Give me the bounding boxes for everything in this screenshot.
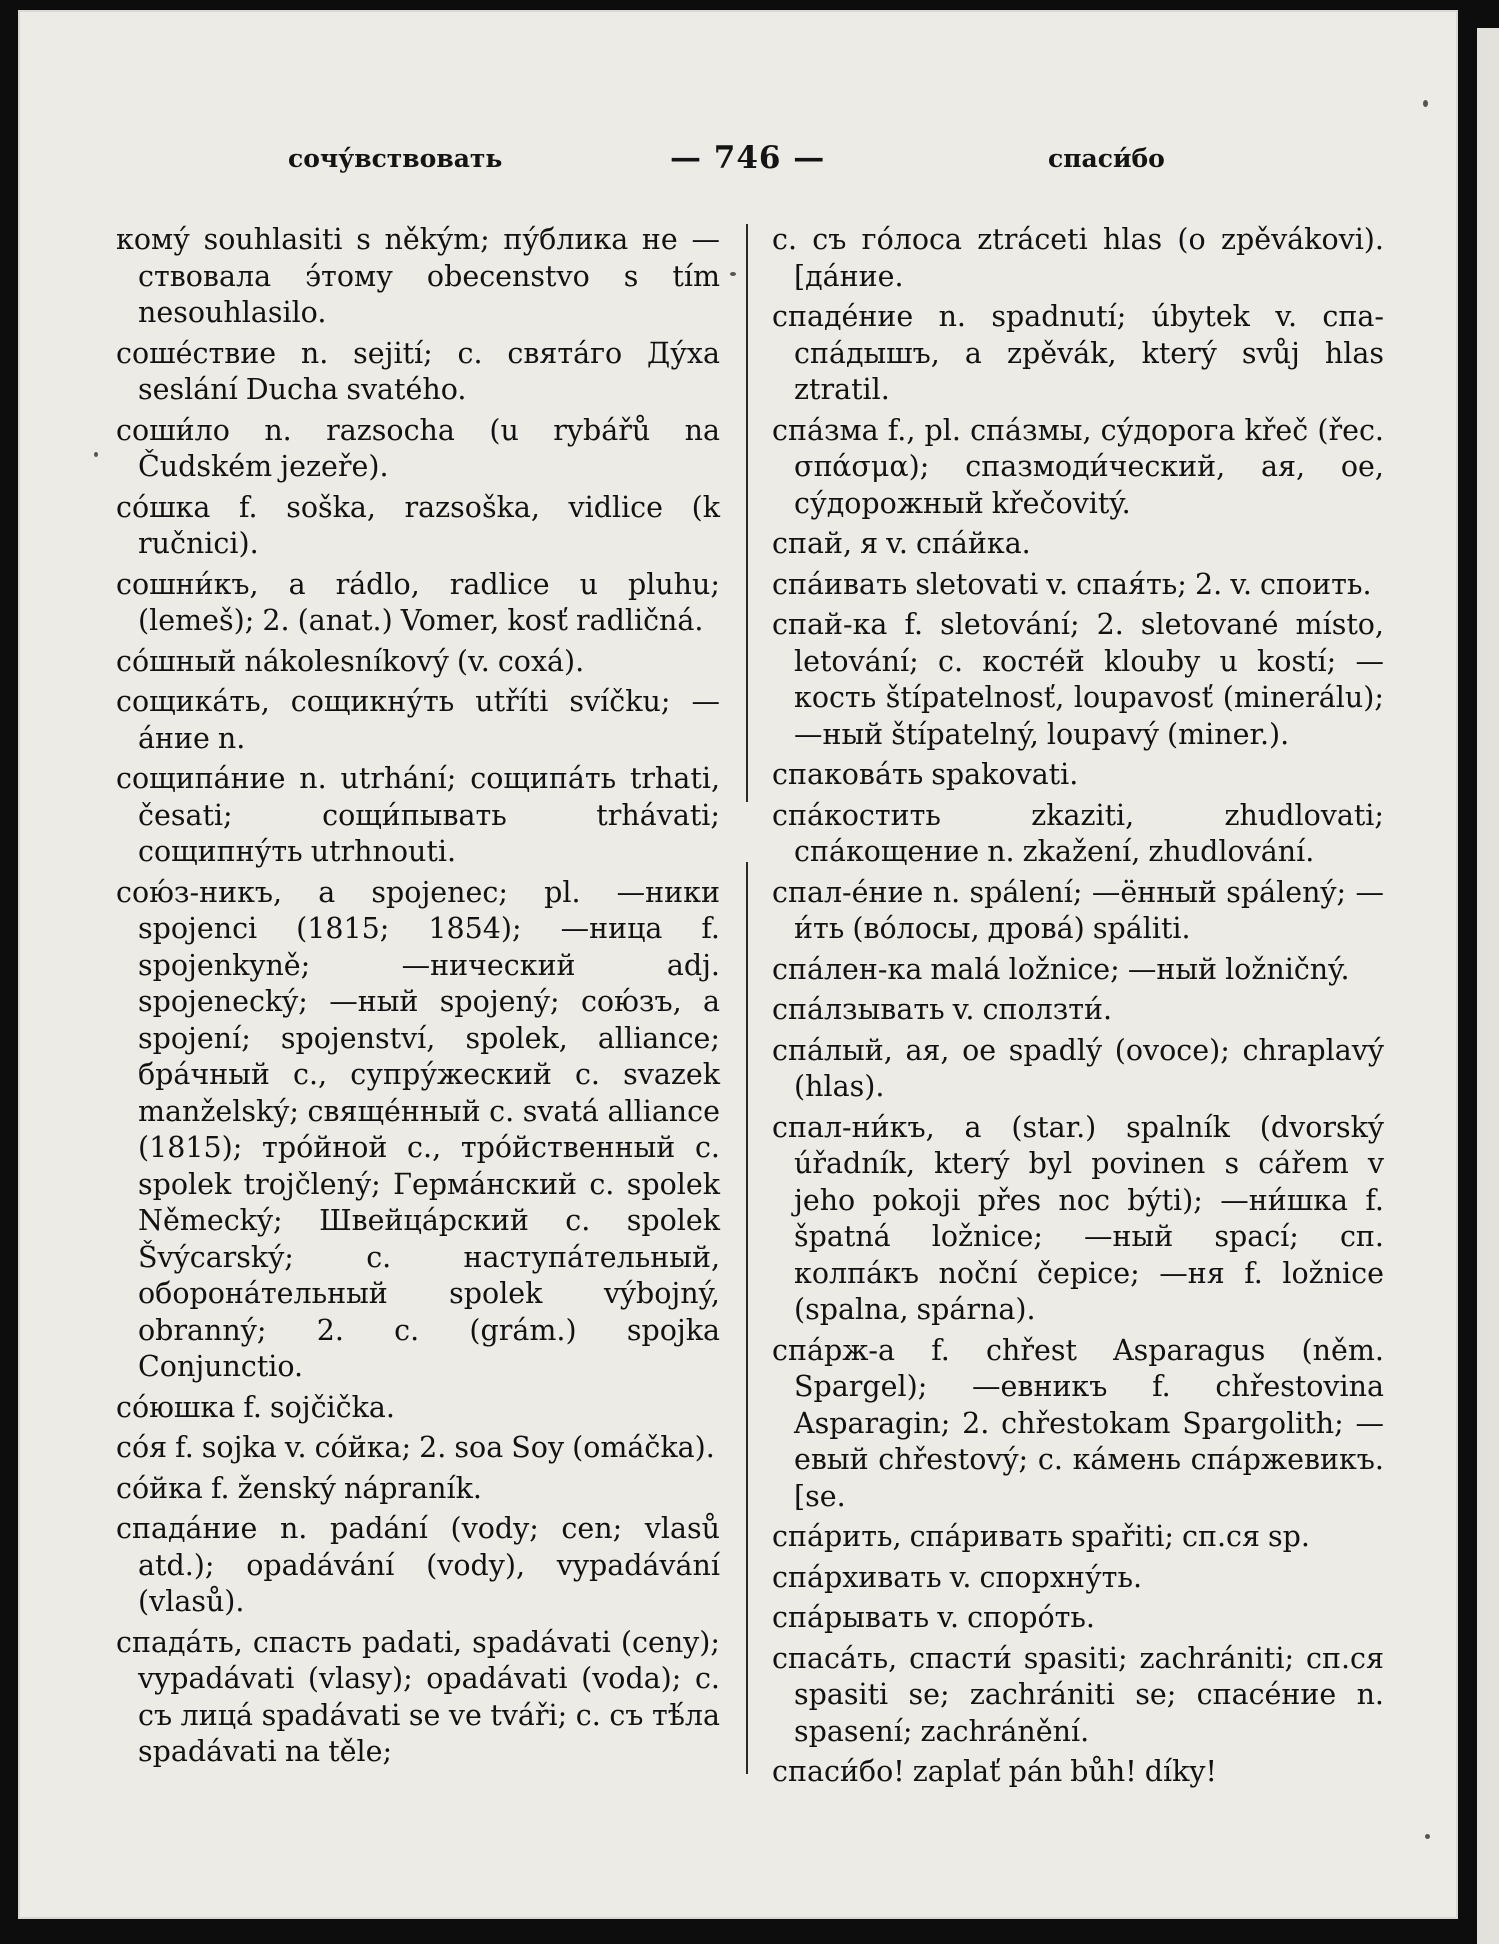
- right-column-entry: спакова́ть spakovati.: [772, 758, 1079, 791]
- header-last-headword: спаси́бо: [1048, 144, 1165, 173]
- left-column-entry: со́шный nákolesníkový (v. coxá).: [116, 644, 585, 678]
- left-column: [116, 222, 720, 1775]
- left-column-entry: сощипа́ние n. utrhání; сощипа́ть trhati, česati; сощи́пывать trhávati; сощипну́ть utrhnouti.: [116, 762, 720, 868]
- left-column-entry: сощика́ть, сощикну́ть utříti svíčku; —áние n.: [116, 685, 720, 755]
- right-column: [772, 222, 1384, 1795]
- left-column-entry: соши́ло n. razsocha (u rybářů na Čudském jezeře).: [116, 413, 720, 483]
- right-column-entry: c. съ го́лоса ztráceti hlas (o zpěvákovi). [да́ние.: [772, 223, 1384, 293]
- left-column-entry: со́я f. sojka v. со́йка; 2. soa Soy (omáčka).: [116, 1431, 715, 1464]
- header-first-headword: сочу́вствовать: [288, 144, 503, 173]
- print-speck: [1425, 1834, 1430, 1839]
- right-column-entry: спа́лый, ая, ое spadlý (ovoce); chraplavý (hlas).: [772, 1033, 1384, 1103]
- left-column-entry: сошни́къ, a rádlo, radlice u pluhu; (lemeš); 2. (anat.) Vomer, kosť radličná.: [116, 567, 720, 637]
- left-column-entry: со́юшка f. sojčička.: [116, 1390, 395, 1424]
- print-speck: [94, 452, 98, 457]
- left-column-entry: спада́ть, спасть padati, spadávati (ceny); vypadávati (vlasy); opadávati (voda); c. съ лица́ spadávati se ve tváři; c. съ тѣ́ла spadávati na těle;: [116, 1625, 720, 1768]
- dictionary-page: [18, 10, 1458, 1919]
- right-column-entry: спа́рывать v. споро́ть.: [772, 1601, 1095, 1634]
- print-speck: [730, 272, 736, 276]
- right-column-entry: спа́рить, спа́ривать spařiti; сп.ся sp.: [772, 1520, 1310, 1553]
- right-column-entry: спай, я v. спа́йка.: [772, 527, 1031, 560]
- print-speck: [1423, 100, 1428, 107]
- right-column-entry: спа́рхивать v. спорхну́ть.: [772, 1560, 1143, 1594]
- right-column-entry: спа́лзывать v. сползти́.: [772, 993, 1113, 1026]
- left-column-entry: спада́ние n. padání (vody; cen; vlasů atd.); opadávání (vody), vypadávání (vlasů).: [116, 1512, 720, 1618]
- left-column-entry: со́шка f. soška, razsoška, vidlice (k ručnici).: [116, 490, 720, 560]
- right-column-entry: спаде́ние n. spadnutí; úbytek v. спа-спа́дышъ, a zpěvák, který svůj hlas ztratil.: [772, 300, 1384, 406]
- right-column-entry: спа́костить zkaziti, zhudlovati; спа́кощение n. zkažení, zhudlování.: [772, 798, 1384, 868]
- left-column-entry: соше́ствие n. sejití; c. свята́го Ду́ха seslání Ducha svatého.: [116, 336, 720, 406]
- right-column-entry: спал-ни́къ, a (star.) spalník (dvorský úřadník, který byl povinen s cářem v jeho pokoji přes noc býti); —ни́шка f. špatná ložnice; —ный spací; сп. колпа́къ noční čepice; —ня f. ložnice (spalna, spárna).: [772, 1110, 1384, 1326]
- right-column-entry: спа́ивать sletovati v. спая́ть; 2. v. споить.: [772, 567, 1372, 601]
- right-column-entry: спаси́бо! zaplať pán bůh! díky!: [772, 1755, 1217, 1788]
- page-number: — 746 —: [670, 140, 826, 176]
- right-column-entry: спай-ка f. sletování; 2. sletované místo, letování; c. косте́й klouby u kostí; —кость štípatelnosť, loupavosť (minerálu); —ный štípatelný, loupavý (miner.).: [772, 608, 1384, 751]
- adjacent-page-edge: [1477, 28, 1499, 1944]
- right-column-entry: спа́лен-ка malá ložnice; —ный ložničný.: [772, 952, 1350, 986]
- column-divider-gap: [746, 802, 748, 862]
- page-header: [20, 140, 1456, 184]
- column-divider: [746, 224, 748, 1774]
- right-column-entry: спал-е́ние n. spálení; —ённый spálený; —и́ть (во́лосы, дрова́) spáliti.: [772, 875, 1384, 945]
- right-column-entry: спа́зма f., pl. спа́змы, су́дорога křeč (řec. σπάσμα); спазмоди́ческий, ая, ое, су́дорожный křečovitý.: [772, 413, 1384, 520]
- left-column-entry: сою́з-никъ, a spojenec; pl. —ники spojenci (1815; 1854); —ница f. spojenkyně; —нический adj. spojenecký; —ный spojený; сою́зъ, a spojení; spojenství, spolek, alliance; бра́чный c., супру́жеский c. svazek manželský; свяще́нный c. svatá alliance (1815); тро́йной c., тро́йственный c. spolek trojčlený; Герма́нский c. spolek Německý; Швейца́рский c. spolek Švýcarský; c. наступа́тельный, оборона́тельный spolek výbojný, obranný; 2. c. (grám.) spojka Conjunctio.: [116, 875, 720, 1383]
- right-column-entry: спаса́ть, спасти́ spasiti; zachrániti; сп.ся spasiti se; zachrániti se; спасе́ние n. spasení; zachránění.: [772, 1641, 1384, 1748]
- left-column-entry: кому́ souhlasiti s někým; пу́блика не —ствовала э́тому obecenstvo s tím nesouhlasilo.: [116, 223, 720, 329]
- right-column-entry: спа́рж-а f. chřest Asparagus (něm. Spargel); —евникъ f. chřestovina Asparagin; 2. chřestokam Spargolith; —евый chřestový; c. ка́мень спа́ржевикъ. [se.: [772, 1333, 1384, 1513]
- left-column-entry: со́йка f. ženský nápraník.: [116, 1471, 482, 1505]
